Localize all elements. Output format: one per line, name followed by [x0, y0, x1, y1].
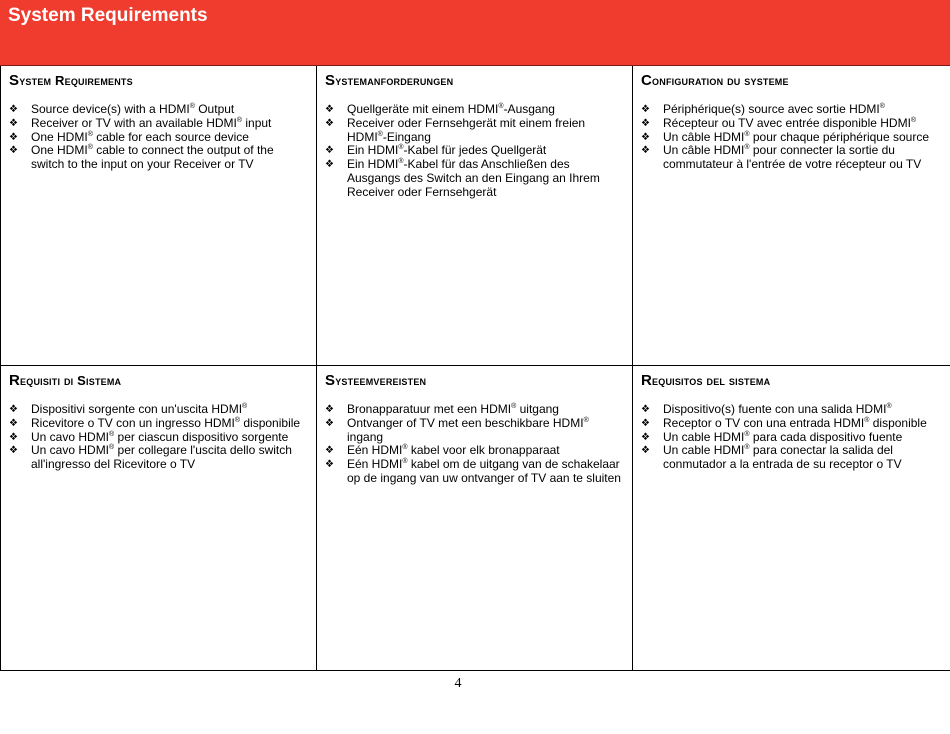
- list-item: [325, 458, 624, 486]
- item-text: Un cavo HDMI: [31, 429, 110, 444]
- registered-mark: ®: [583, 416, 589, 424]
- registered-mark: ®: [886, 403, 892, 410]
- diamond-four-petal-icon: ❖: [9, 445, 18, 457]
- registered-mark: ®: [744, 444, 750, 452]
- item-text: Receiver or TV with an available HDMI: [31, 115, 237, 130]
- list-item: [641, 131, 943, 145]
- item-text-continued: cable to connect the output of the switch to the input on your Receiver or TV: [31, 143, 274, 172]
- diamond-four-petal-icon: ❖: [325, 445, 334, 457]
- list-item: [9, 117, 308, 131]
- list-item: [9, 103, 308, 117]
- requirements-list: [9, 103, 308, 172]
- section-spanish: [633, 366, 950, 671]
- diamond-four-petal-icon: ❖: [325, 104, 334, 115]
- requirements-list: [325, 103, 624, 200]
- item-text-continued: input: [242, 115, 272, 130]
- item-text-continued: per collegare l'uscita dello switch all'ingresso del Ricevitore o TV: [31, 443, 292, 472]
- registered-mark: ®: [744, 430, 750, 438]
- item-text: Ontvanger of TV met een beschikbare HDMI: [347, 415, 584, 430]
- list-item: [325, 158, 624, 199]
- item-text: Dispositivi sorgente con un'uscita HDMI: [31, 402, 243, 416]
- diamond-four-petal-icon: ❖: [641, 431, 650, 443]
- item-text-continued: para conectar la salida del conmutador a la entrada de su receptor o TV: [663, 443, 902, 472]
- item-text: Eén HDMI: [347, 457, 403, 472]
- requirements-list: [325, 403, 624, 486]
- item-text: Quellgeräte mit einem HDMI: [347, 102, 499, 116]
- registered-mark: ®: [744, 130, 750, 138]
- item-text: Ein HDMI: [347, 157, 399, 172]
- item-text: Bronapparatuur met een HDMI: [347, 402, 512, 416]
- diamond-four-petal-icon: ❖: [325, 404, 334, 415]
- list-item: [641, 444, 943, 472]
- diamond-four-petal-icon: ❖: [641, 417, 650, 429]
- item-text-continued: -Eingang: [382, 129, 431, 144]
- list-item: [9, 417, 308, 431]
- section-title: System Requirements: [9, 72, 133, 89]
- item-text: Un câble HDMI: [663, 129, 745, 144]
- item-text-continued: -Ausgang: [503, 102, 555, 116]
- item-text: One HDMI: [31, 129, 88, 144]
- list-item: [325, 444, 624, 458]
- registered-mark: ®: [498, 103, 504, 110]
- diamond-four-petal-icon: ❖: [9, 431, 18, 443]
- item-text-continued: -Kabel für jedes Quellgerät: [403, 143, 547, 158]
- item-text: Receptor o TV con una entrada HDMI: [663, 415, 865, 430]
- item-text-continued: pour chaque périphérique source: [749, 129, 929, 144]
- diamond-four-petal-icon: ❖: [641, 404, 650, 415]
- section-german: [317, 66, 633, 366]
- item-text: Un cable HDMI: [663, 443, 745, 458]
- section-title: Systemanforderungen: [325, 72, 454, 89]
- registered-mark: ®: [109, 444, 115, 452]
- section-title: Systeemvereisten: [325, 372, 427, 389]
- diamond-four-petal-icon: ❖: [325, 159, 334, 171]
- diamond-four-petal-icon: ❖: [9, 117, 18, 129]
- page-number: 4: [454, 676, 462, 691]
- page-title: System Requirements: [8, 5, 208, 26]
- list-item: [9, 131, 308, 145]
- list-item: [325, 144, 624, 158]
- list-item: [641, 117, 943, 131]
- diamond-four-petal-icon: ❖: [325, 417, 334, 429]
- list-item: [641, 431, 943, 445]
- registered-mark: ®: [236, 116, 243, 124]
- registered-mark: ®: [189, 103, 195, 110]
- diamond-four-petal-icon: ❖: [641, 131, 650, 143]
- registered-mark: ®: [398, 144, 404, 152]
- registered-mark: ®: [377, 130, 383, 138]
- item-text: Receiver oder Fernsehgerät mit einem freien HDMI: [347, 115, 586, 144]
- item-text: Un cavo HDMI: [31, 443, 110, 458]
- registered-mark: ®: [109, 430, 115, 438]
- list-item: [641, 144, 943, 172]
- item-text: Ricevitore o TV con un ingresso HDMI: [31, 415, 235, 430]
- diamond-four-petal-icon: ❖: [9, 131, 18, 143]
- section-english: [1, 66, 317, 366]
- diamond-four-petal-icon: ❖: [9, 145, 18, 157]
- list-item: [9, 431, 308, 445]
- item-text: Un cable HDMI: [663, 429, 745, 444]
- item-text-continued: kabel om de uitgang van de schakelaar op de ingang van uw ontvanger of TV aan te sluiten: [347, 457, 621, 485]
- list-item: [9, 403, 308, 417]
- registered-mark: ®: [234, 416, 241, 424]
- diamond-four-petal-icon: ❖: [641, 104, 650, 115]
- item-text: Eén HDMI: [347, 443, 403, 458]
- registered-mark: ®: [87, 130, 93, 138]
- item-text: Ein HDMI: [347, 143, 399, 158]
- item-text-continued: disponible: [869, 415, 927, 430]
- item-text: Périphérique(s) source avec sortie HDMI: [663, 102, 880, 116]
- item-text-continued: per ciascun dispositivo sorgente: [114, 429, 289, 444]
- diamond-four-petal-icon: ❖: [641, 445, 650, 457]
- item-text: Récepteur ou TV avec entrée disponible HDMI: [663, 115, 911, 130]
- requirements-table: [0, 66, 950, 671]
- item-text-continued: ingang: [347, 429, 384, 444]
- list-item: [641, 417, 943, 431]
- registered-mark: ®: [879, 103, 885, 110]
- diamond-four-petal-icon: ❖: [9, 417, 18, 429]
- section-title: Requisitos del sistema: [641, 372, 771, 389]
- requirements-list: [9, 403, 308, 472]
- list-item: [641, 103, 943, 117]
- section-title: Configuration du systeme: [641, 72, 789, 89]
- registered-mark: ®: [864, 416, 870, 424]
- list-item: [9, 444, 308, 472]
- item-text: Dispositivo(s) fuente con una salida HDMI: [663, 402, 887, 416]
- diamond-four-petal-icon: ❖: [325, 145, 334, 157]
- registered-mark: ®: [402, 458, 408, 466]
- diamond-four-petal-icon: ❖: [325, 117, 334, 129]
- registered-mark: ®: [242, 403, 248, 410]
- requirements-list: [641, 103, 943, 172]
- diamond-four-petal-icon: ❖: [9, 104, 18, 115]
- registered-mark: ®: [402, 444, 408, 452]
- item-text-continued: pour connecter la sortie du commutateur à l'entrée de votre récepteur ou TV: [663, 143, 922, 172]
- list-item: [325, 117, 624, 145]
- item-text-continued: kabel voor elk bronapparaat: [407, 443, 560, 458]
- item-text: One HDMI: [31, 143, 88, 158]
- diamond-four-petal-icon: ❖: [641, 117, 650, 129]
- registered-mark: ®: [511, 403, 517, 410]
- registered-mark: ®: [398, 158, 404, 166]
- item-text-continued: cable for each source device: [92, 129, 249, 144]
- section-french: [633, 66, 950, 366]
- list-item: [325, 403, 624, 417]
- section-title: Requisiti di Sistema: [9, 372, 122, 389]
- section-italian: [1, 366, 317, 671]
- item-text-continued: para cada dispositivo fuente: [749, 429, 903, 444]
- page-header: [0, 0, 950, 66]
- diamond-four-petal-icon: ❖: [325, 459, 334, 471]
- registered-mark: ®: [910, 116, 917, 124]
- diamond-four-petal-icon: ❖: [9, 404, 18, 415]
- item-text: Un câble HDMI: [663, 143, 745, 158]
- list-item: [641, 403, 943, 417]
- registered-mark: ®: [87, 144, 93, 152]
- item-text-continued: disponibile: [240, 415, 301, 430]
- item-text: Source device(s) with a HDMI: [31, 102, 190, 116]
- item-text-continued: Output: [194, 102, 235, 116]
- list-item: [9, 144, 308, 172]
- section-dutch: [317, 366, 633, 671]
- list-item: [325, 103, 624, 117]
- registered-mark: ®: [744, 144, 750, 152]
- item-text-continued: uitgang: [516, 402, 559, 416]
- diamond-four-petal-icon: ❖: [641, 145, 650, 157]
- requirements-list: [641, 403, 943, 472]
- list-item: [325, 417, 624, 445]
- item-text-continued: -Kabel für das Anschließen des Ausgangs des Switch an den Eingang an Ihrem Receiver oder Fernsehgerät: [347, 157, 600, 199]
